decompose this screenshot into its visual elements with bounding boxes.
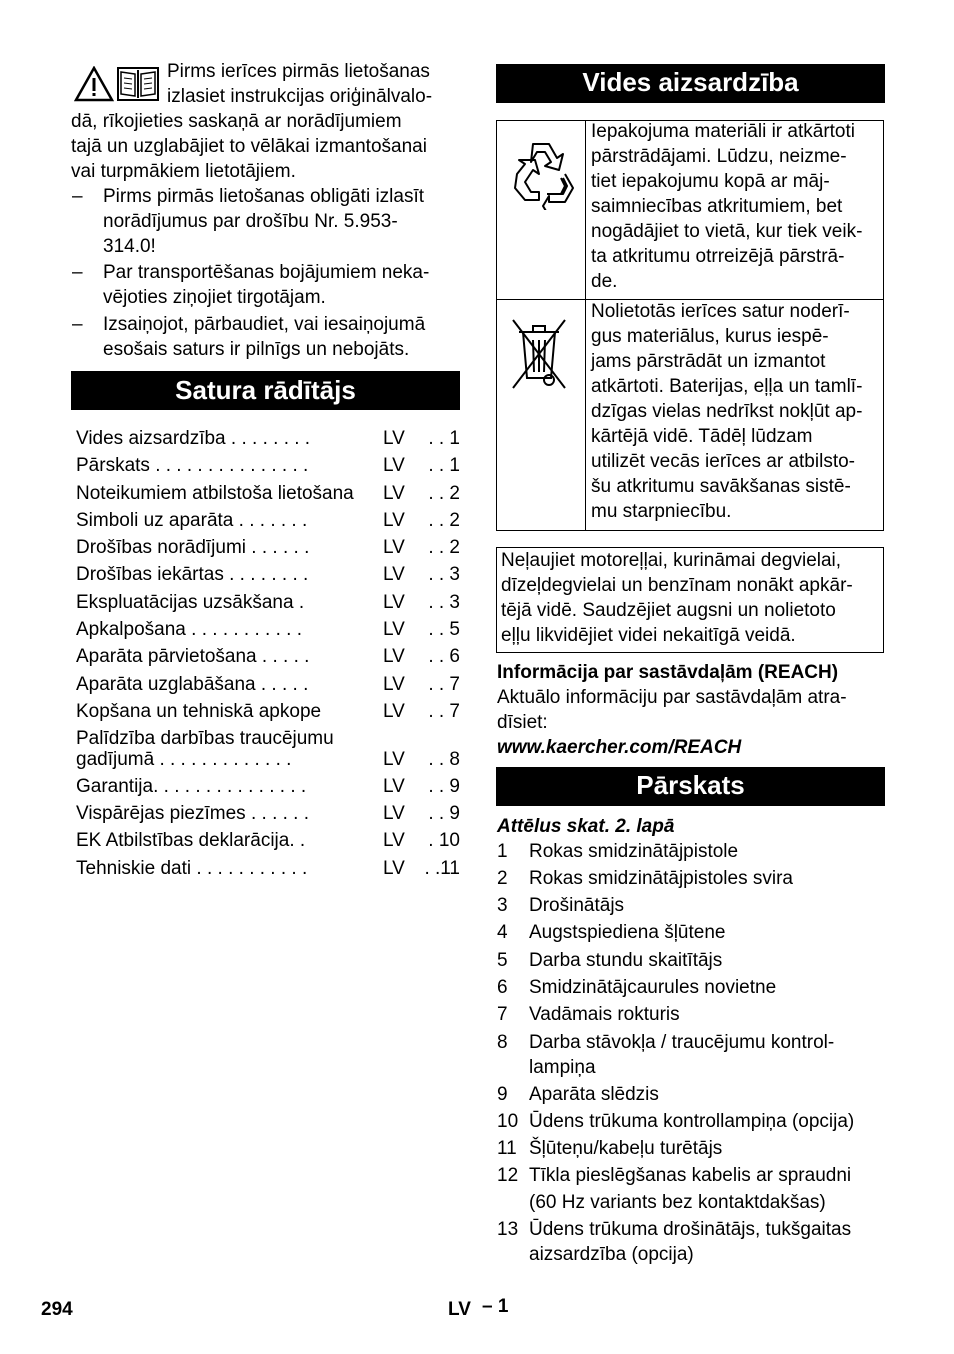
footer-lang: LV <box>448 1299 471 1320</box>
toc-entry-page: . . 6 <box>428 646 460 667</box>
list-item: Aparāta slēdzis <box>529 1084 659 1105</box>
warning-icon <box>74 66 114 102</box>
list-item-number: 3 <box>497 895 508 916</box>
intro-line: vai turpmākiem lietotājiem. <box>71 161 296 182</box>
intro-line: dā, rīkojieties saskaņā ar norādījumiem <box>71 111 402 132</box>
reach-title: Informācija par sastāvdaļām (REACH) <box>497 662 839 683</box>
env-row-text: Nolietotās ierīces satur noderī- <box>591 301 850 322</box>
bullet-dash: – <box>72 262 83 283</box>
bullet-text: Pirms pirmās lietošanas obligāti izlasīt <box>103 186 425 207</box>
toc-entry-title[interactable]: EK Atbilstības deklarācija. . <box>76 830 306 851</box>
env-table-col-divider <box>585 120 586 531</box>
toc-entry-title[interactable]: Ekspluatācijas uzsākšana . <box>76 592 305 613</box>
bullet-text: Izsaiņojot, pārbaudiet, vai iesaiņojumā <box>103 314 426 335</box>
overview-heading: Pārskats <box>496 767 885 806</box>
list-item: Šļūteņu/kabeļu turētājs <box>529 1138 723 1159</box>
intro-line: tajā un uzglabājiet to vēlākai izmantošanai <box>71 136 427 157</box>
oil-notice-text: Neļaujiet motoreļļai, kurināmai degvielai, <box>501 550 842 571</box>
toc-entry-lang: LV <box>383 455 405 476</box>
toc-entry-title[interactable]: Noteikumiem atbilstoša lietošana <box>76 483 354 504</box>
toc-entry-page: . . 1 <box>428 455 460 476</box>
toc-entry-lang: LV <box>383 749 405 770</box>
env-row-text: gus materiālus, kurus iespē- <box>591 326 829 347</box>
list-item: Augstspiediena šļūtene <box>529 922 726 943</box>
list-item: Rokas smidzinātājpistoles svira <box>529 868 793 889</box>
toc-entry-lang: LV <box>383 510 405 531</box>
toc-entry-page: . . 2 <box>428 537 460 558</box>
list-item: Smidzinātājcaurules novietne <box>529 977 777 998</box>
bullet-text: Par transportēšanas bojājumiem neka- <box>103 262 430 283</box>
toc-heading: Satura rādītājs <box>71 371 460 410</box>
env-row-text: dzīgas vielas nedrīkst nokļūt ap- <box>591 401 863 422</box>
recycle-icon <box>503 134 579 210</box>
toc-entry-title[interactable]: Apkalpošana . . . . . . . . . . . <box>76 619 302 640</box>
toc-entry-title[interactable]: gadījumā . . . . . . . . . . . . . <box>76 749 292 770</box>
env-row-text: pārstrādājami. Lūdzu, neizme- <box>591 146 847 167</box>
list-item: Tīkla pieslēgšanas kabelis ar spraudni <box>529 1165 852 1186</box>
toc-entry-lang: LV <box>383 428 405 449</box>
toc-entry-page: . . 9 <box>428 776 460 797</box>
toc-entry-title[interactable]: Garantija. . . . . . . . . . . . . . . <box>76 776 307 797</box>
list-item-number: 5 <box>497 950 508 971</box>
toc-entry-lang: LV <box>383 537 405 558</box>
toc-entry-page: . . 7 <box>428 674 460 695</box>
reach-text: Aktuālo informāciju par sastāvdaļām atra- <box>497 687 847 708</box>
toc-entry-lang: LV <box>383 564 405 585</box>
toc-entry-lang: LV <box>383 803 405 824</box>
intro-line: izlasiet instrukcijas oriģinālvalo- <box>167 86 433 107</box>
env-row-text: Iepakojuma materiāli ir atkārtoti <box>591 121 855 142</box>
manual-book-icon <box>116 66 160 102</box>
env-row-text: ta atkritumu otrreizējā pārstrā- <box>591 246 845 267</box>
toc-entry-title[interactable]: Aparāta pārvietošana . . . . . <box>76 646 310 667</box>
list-item-number: 2 <box>497 868 508 889</box>
toc-entry-lang: LV <box>383 776 405 797</box>
toc-entry-page: . . 3 <box>428 564 460 585</box>
list-item: Darba stāvokļa / traucējumu kontrol- <box>529 1032 835 1053</box>
footer-subpage: – 1 <box>482 1296 509 1317</box>
env-row-text: nogādājiet to vietā, kur tiek veik- <box>591 221 863 242</box>
toc-entry-page: . . 9 <box>428 803 460 824</box>
env-row-text: jams pārstrādāt un izmantot <box>591 351 826 372</box>
overview-subtitle: Attēlus skat. 2. lapā <box>497 816 675 837</box>
toc-entry-lang: LV <box>383 674 405 695</box>
env-row-text: utilizēt vecās ierīces ar atbilsto- <box>591 451 855 472</box>
toc-entry-page: . 10 <box>428 830 460 851</box>
env-row-text: atkārtoti. Baterijas, eļļa un tamlī- <box>591 376 863 397</box>
bullet-dash: – <box>72 186 83 207</box>
page-number: 294 <box>41 1299 73 1320</box>
toc-entry-page: . . 5 <box>428 619 460 640</box>
list-item-number: 6 <box>497 977 508 998</box>
list-item-number: 7 <box>497 1004 508 1025</box>
toc-entry-lang: LV <box>383 646 405 667</box>
list-item-number: 12 <box>497 1165 519 1186</box>
list-item: (60 Hz variants bez kontaktdakšas) <box>529 1192 826 1213</box>
list-item: Vadāmais rokturis <box>529 1004 680 1025</box>
toc-entry-lang: LV <box>383 619 405 640</box>
crossed-bin-icon <box>509 316 569 392</box>
env-row-text: saimniecības atkritumiem, bet <box>591 196 843 217</box>
toc-entry-lang: LV <box>383 830 405 851</box>
toc-entry-title[interactable]: Drošības iekārtas . . . . . . . . <box>76 564 309 585</box>
list-item-number: 8 <box>497 1032 508 1053</box>
intro-line: Pirms ierīces pirmās lietošanas <box>167 61 430 82</box>
bullet-dash: – <box>72 314 83 335</box>
toc-entry-title[interactable]: Vispārējas piezīmes . . . . . . <box>76 803 310 824</box>
toc-entry-page: . . 1 <box>428 428 460 449</box>
toc-entry-lang: LV <box>383 592 405 613</box>
toc-entry-title[interactable]: Kopšana un tehniskā apkope <box>76 701 322 722</box>
env-row-text: kārtējā vidē. Tādēļ lūdzam <box>591 426 813 447</box>
toc-entry-page: . . 8 <box>428 749 460 770</box>
list-item: Rokas smidzinātājpistole <box>529 841 739 862</box>
list-item: Ūdens trūkuma drošinātājs, tukšgaitas <box>529 1219 852 1240</box>
toc-entry-page: . . 3 <box>428 592 460 613</box>
toc-entry-title[interactable]: Palīdzība darbības traucējumu <box>76 728 334 749</box>
toc-entry-title[interactable]: Vides aizsardzība . . . . . . . . <box>76 428 311 449</box>
oil-notice-text: tējā vidē. Saudzējiet augsni un nolietoto <box>501 600 836 621</box>
bullet-text: norādījumus par drošību Nr. 5.953- <box>103 211 398 232</box>
list-item: Ūdens trūkuma kontrollampiņa (opcija) <box>529 1111 855 1132</box>
toc-entry-title[interactable]: Pārskats . . . . . . . . . . . . . . . <box>76 455 309 476</box>
list-item-number: 11 <box>497 1138 517 1159</box>
reach-text: dīsiet: <box>497 712 548 733</box>
reach-link[interactable]: www.kaercher.com/REACH <box>497 737 742 758</box>
env-row-text: mu starpniecību. <box>591 501 732 522</box>
list-item-number: 13 <box>497 1219 519 1240</box>
toc-entry-title[interactable]: Simboli uz aparāta . . . . . . . <box>76 510 308 531</box>
list-item-number: 1 <box>497 841 508 862</box>
toc-entry-lang: LV <box>383 858 405 879</box>
bullet-text: 314.0! <box>103 236 156 257</box>
toc-entry-page: . . 2 <box>428 510 460 531</box>
env-heading: Vides aizsardzība <box>496 64 885 103</box>
toc-entry-page: . . 2 <box>428 483 460 504</box>
toc-entry-page: . .11 <box>424 858 460 879</box>
toc-entry-title[interactable]: Aparāta uzglabāšana . . . . . <box>76 674 309 695</box>
env-row-text: šu atkritumu savākšanas sistē- <box>591 476 851 497</box>
list-item-number: 10 <box>497 1111 519 1132</box>
oil-notice-text: eļļu likvidējiet videi nekaitīgā veidā. <box>501 625 796 646</box>
toc-entry-lang: LV <box>383 701 405 722</box>
toc-entry-title[interactable]: Drošības norādījumi . . . . . . <box>76 537 310 558</box>
list-item: aizsardzība (opcija) <box>529 1244 694 1265</box>
bullet-text: esošais saturs ir pilnīgs un nebojāts. <box>103 339 410 360</box>
toc-entry-title[interactable]: Tehniskie dati . . . . . . . . . . . <box>76 858 308 879</box>
toc-entry-page: . . 7 <box>428 701 460 722</box>
list-item: Darba stundu skaitītājs <box>529 950 723 971</box>
env-row-text: de. <box>591 271 618 292</box>
list-item: lampiņa <box>529 1057 596 1078</box>
list-item-number: 9 <box>497 1084 508 1105</box>
oil-notice-text: dīzeļdegvielai un benzīnam nonākt apkār- <box>501 575 853 596</box>
env-row-text: tiet iepakojumu kopā ar māj- <box>591 171 830 192</box>
list-item-number: 4 <box>497 922 508 943</box>
bullet-text: vējoties ziņojiet tirgotājam. <box>103 287 326 308</box>
list-item: Drošinātājs <box>529 895 625 916</box>
toc-entry-lang: LV <box>383 483 405 504</box>
